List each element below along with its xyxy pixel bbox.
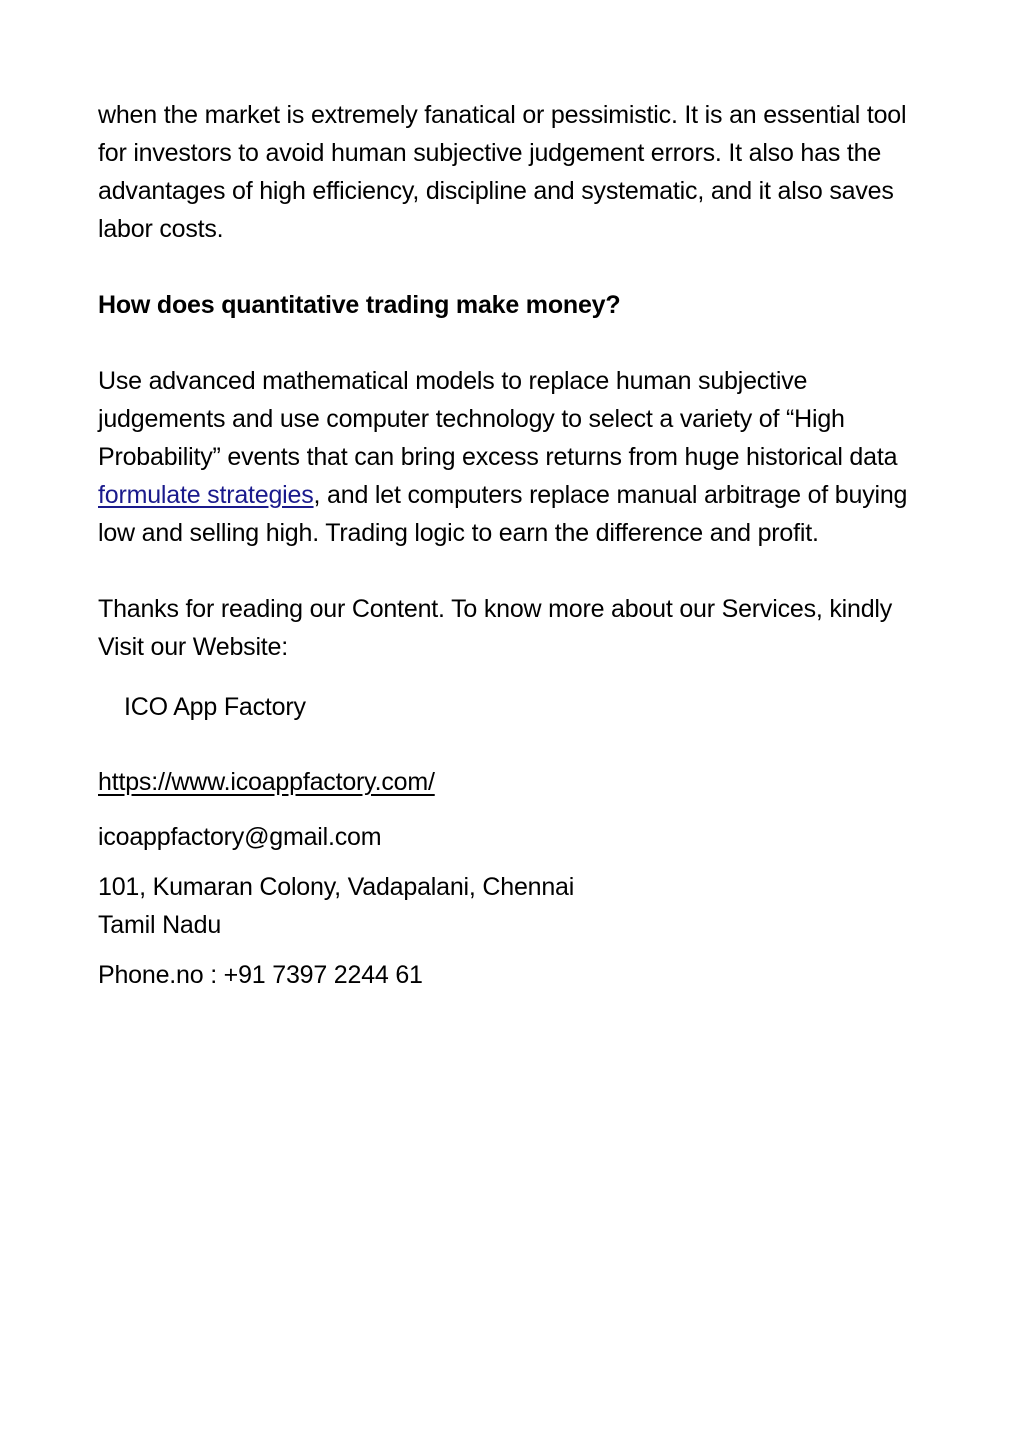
body-paragraph — [98, 362, 938, 552]
company-name: ICO App Factory — [124, 693, 306, 721]
section-heading: How does quantitative trading make money? — [98, 291, 621, 319]
body-text-before-link: Use advanced mathematical models to replace human subjective judgements and use computer technology to select a variety of “High Probability” events that can bring excess returns from huge historical data — [98, 367, 898, 471]
intro-paragraph: when the market is extremely fanatical or pessimistic. It is an essential tool for investors to avoid human subjective judgement errors. It also has the advantages of high efficiency, discipline and systematic, and it also saves labor costs. — [98, 101, 907, 243]
email-address: icoappfactory@gmail.com — [98, 823, 382, 851]
website-link[interactable]: https://www.icoappfactory.com/ — [98, 768, 435, 796]
document-page — [98, 96, 938, 994]
closing-paragraph: Thanks for reading our Content. To know more about our Services, kindly Visit our Website: — [98, 595, 893, 661]
formulate-strategies-link[interactable]: formulate strategies — [98, 481, 314, 509]
address-line-1: 101, Kumaran Colony, Vadapalani, Chennai — [98, 873, 575, 901]
address-line-2: Tamil Nadu — [98, 911, 222, 939]
postal-address — [98, 868, 938, 944]
body-text-after-link: , and let computers replace manual arbitrage of buying low and selling high. Trading logic to earn the difference and profit. — [98, 481, 908, 547]
phone-number: Phone.no : +91 7397 2244 61 — [98, 961, 423, 989]
